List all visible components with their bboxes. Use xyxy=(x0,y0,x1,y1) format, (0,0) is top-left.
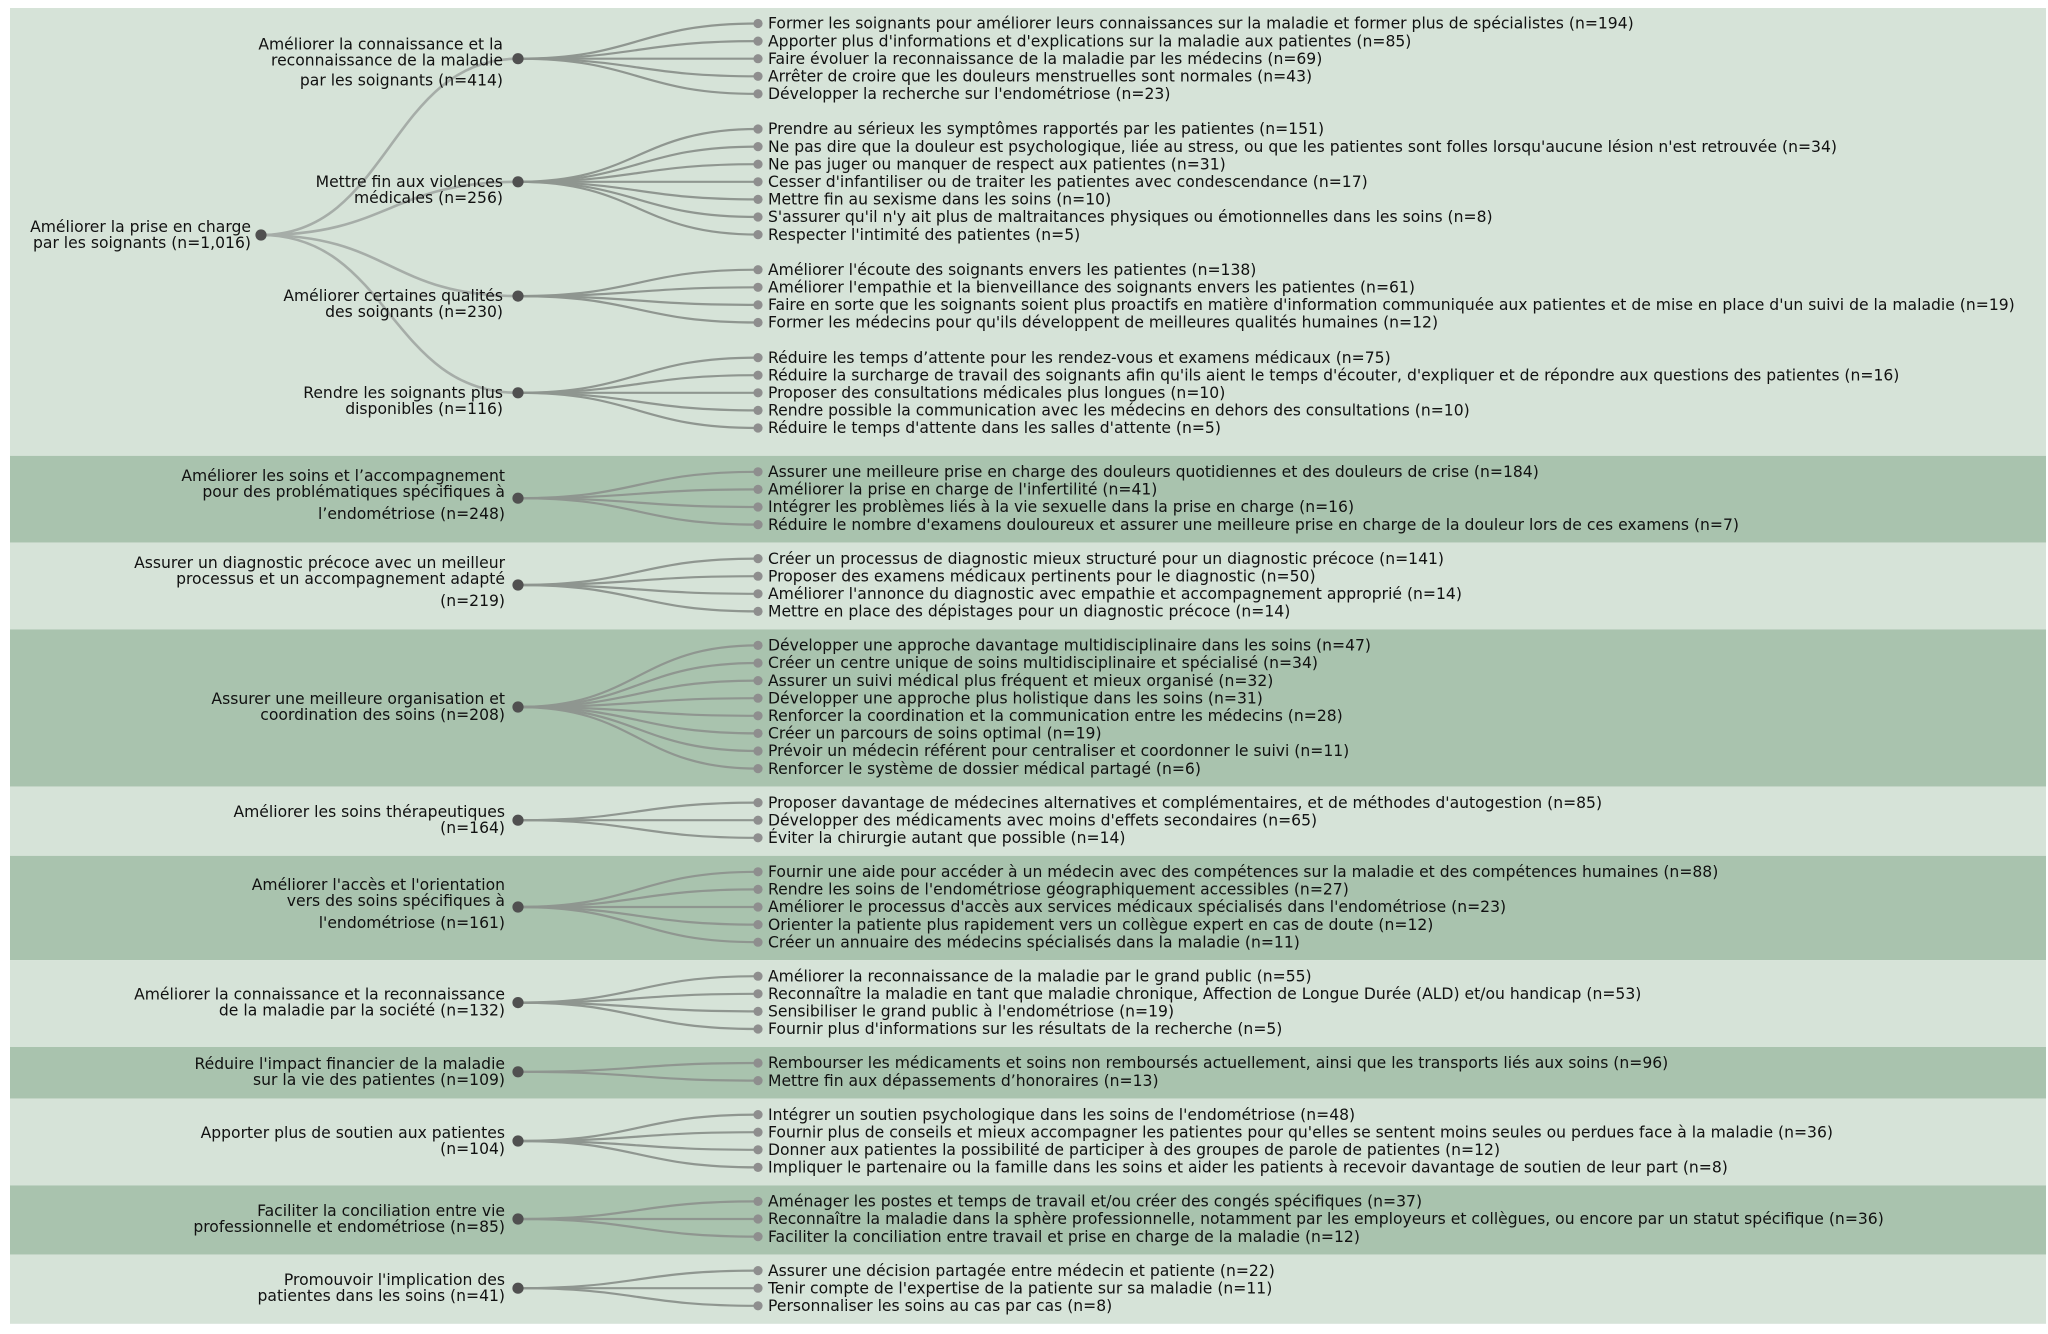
subtheme-2-item: Ne pas dire que la douleur est psychologique, liée au stress, ou que les patientes sont folles lorsqu'aucune lésion n'est retrouvée (n=34) xyxy=(768,137,1837,156)
theme-3-leaf-marker xyxy=(753,746,762,755)
theme-5-leaf-marker xyxy=(753,938,762,947)
theme-5-item: Orienter la patiente plus rapidement vers un collègue expert en cas de doute (n=12) xyxy=(768,915,1434,934)
theme-2-leaf-marker xyxy=(753,554,762,563)
theme-node xyxy=(512,493,523,504)
theme-2-label-line: Assurer un diagnostic précoce avec un meilleur xyxy=(134,554,505,572)
theme-3-item: Créer un parcours de soins optimal (n=19) xyxy=(768,724,1102,743)
subtheme-2-item: Mettre fin au sexisme dans les soins (n=10) xyxy=(768,190,1112,209)
subtheme-1-leaf-marker xyxy=(753,37,762,46)
theme-9-leaf-marker xyxy=(753,1214,762,1223)
subtheme-2-leaf-marker xyxy=(753,177,762,186)
subtheme-node xyxy=(512,387,523,398)
theme-3-leaf-marker xyxy=(753,694,762,703)
theme-3-leaf-marker xyxy=(753,711,762,720)
theme-1-leaf-marker xyxy=(753,485,762,494)
theme-node xyxy=(512,901,523,912)
theme-3-item: Renforcer le système de dossier médical partagé (n=6) xyxy=(768,759,1201,778)
theme-7-label-line: Réduire l'impact financier de la maladie xyxy=(194,1054,505,1073)
subtheme-4-leaf-marker xyxy=(753,406,762,415)
subtheme-2-item: Cesser d'infantiliser ou de traiter les patientes avec condescendance (n=17) xyxy=(768,173,1368,191)
theme-2-item: Proposer des examens médicaux pertinents pour le diagnostic (n=50) xyxy=(768,567,1316,586)
theme-4-leaf-marker xyxy=(753,816,762,825)
theme-8-leaf-marker xyxy=(753,1163,762,1172)
theme-8-item: Intégrer un soutien psychologique dans les soins de l'endométriose (n=48) xyxy=(768,1105,1356,1124)
subtheme-2-item: S'assurer qu'il n'y ait plus de maltraitances physiques ou émotionnelles dans les soins (n=8) xyxy=(768,208,1493,227)
theme-5-label-line: l'endométriose (n=161) xyxy=(318,914,505,932)
theme-5-label-line: Améliorer l'accès et l'orientation xyxy=(251,876,505,894)
theme-3-leaf-marker xyxy=(753,729,762,738)
theme-4-leaf-marker xyxy=(753,798,762,807)
subtheme-3-leaf-marker xyxy=(753,318,762,327)
theme-9-leaf-marker xyxy=(753,1232,762,1241)
theme-8-leaf-marker xyxy=(753,1128,762,1137)
subtheme-3-label-line: Améliorer certaines qualités xyxy=(283,287,503,306)
subtheme-4-item: Réduire le temps d'attente dans les salles d'attente (n=5) xyxy=(768,419,1221,438)
theme-7-leaf-marker xyxy=(753,1058,762,1067)
theme-2-label-line: processus et un accompagnement adapté xyxy=(176,570,505,588)
subtheme-4-item: Réduire la surcharge de travail des soignants afin qu'ils aient le temps d'écouter, d'expliquer et de répondre aux questions des patientes (n=16) xyxy=(768,366,1900,385)
theme-8-item: Impliquer le partenaire ou la famille dans les soins et aider les patients à recevoir davantage de soutien de leur part (n=8) xyxy=(768,1158,1728,1177)
theme-3-leaf-marker xyxy=(753,658,762,667)
theme-3-leaf-marker xyxy=(753,641,762,650)
subtheme-2-leaf-marker xyxy=(753,160,762,169)
theme-2-leaf-marker xyxy=(753,589,762,598)
subtheme-3-label-line: des soignants (n=230) xyxy=(325,303,503,322)
theme-5-item: Créer un annuaire des médecins spécialisés dans la maladie (n=11) xyxy=(768,933,1300,952)
theme-5-item: Rendre les soins de l'endométriose géographiquement accessibles (n=27) xyxy=(768,880,1349,899)
subtheme-2-leaf-marker xyxy=(753,230,762,239)
theme-6-leaf-marker xyxy=(753,1007,762,1016)
theme-node xyxy=(512,815,523,826)
theme-6-leaf-marker xyxy=(753,972,762,981)
subtheme-2-leaf-marker xyxy=(753,124,762,133)
theme-10-leaf-marker xyxy=(753,1301,762,1310)
theme-9-item: Faciliter la conciliation entre travail et prise en charge de la maladie (n=12) xyxy=(768,1227,1360,1246)
subtheme-2-item: Respecter l'intimité des patientes (n=5) xyxy=(768,225,1081,244)
theme-10-label xyxy=(257,1271,505,1305)
subtheme-2-label-line: médicales (n=256) xyxy=(353,188,503,207)
theme-9-item: Reconnaître la maladie dans la sphère professionnelle, notamment par les employeurs et collègues, ou encore par un statut spécifique (n=36) xyxy=(768,1210,1884,1229)
subtheme-1-leaf-marker xyxy=(753,19,762,28)
subtheme-4-label-line: Rendre les soignants plus xyxy=(303,383,503,402)
subtheme-3-leaf-marker xyxy=(753,283,762,292)
theme-8-leaf-marker xyxy=(753,1110,762,1119)
subtheme-2-item: Prendre au sérieux les symptômes rapportés par les patientes (n=151) xyxy=(768,120,1325,139)
theme-10-leaf-marker xyxy=(753,1284,762,1293)
subtheme-1-item: Former les soignants pour améliorer leurs connaissances sur la maladie et former plus de spécialistes (n=194) xyxy=(768,14,1634,33)
theme-1-leaf-marker xyxy=(753,467,762,476)
theme-8-label-line: Apporter plus de soutien aux patientes xyxy=(200,1124,505,1142)
subtheme-3-item: Former les médecins pour qu'ils développent de meilleures qualités humaines (n=12) xyxy=(768,313,1439,332)
theme-8-item: Fournir plus de conseils et mieux accompagner les patientes pour qu'elles se sentent moins seules ou perdues face à la maladie (n=36) xyxy=(768,1123,1833,1142)
theme-node xyxy=(512,1283,523,1294)
theme-2-leaf-marker xyxy=(753,607,762,616)
theme-8-leaf-marker xyxy=(753,1145,762,1154)
theme-5-item: Améliorer le processus d'accès aux services médicaux spécialisés dans l'endométriose (n=23) xyxy=(768,898,1507,917)
theme-5-leaf-marker xyxy=(753,867,762,876)
theme-2-item: Créer un processus de diagnostic mieux structuré pour un diagnostic précoce (n=141) xyxy=(768,549,1444,568)
subtheme-4-leaf-marker xyxy=(753,388,762,397)
theme-1-item: Améliorer la prise en charge de l'infertilité (n=41) xyxy=(768,480,1158,499)
subtheme-4-item: Proposer des consultations médicales plus longues (n=10) xyxy=(768,384,1226,402)
theme-3-label-line: coordination des soins (n=208) xyxy=(260,706,505,724)
theme-2-leaf-marker xyxy=(753,572,762,581)
theme-9-item: Aménager les postes et temps de travail et/ou créer des congés spécifiques (n=37) xyxy=(768,1192,1423,1211)
theme-1-label-line: l’endométriose (n=248) xyxy=(318,505,505,524)
root-label-line: par les soignants (n=1,016) xyxy=(32,234,251,252)
subtheme-1-label-line: Améliorer la connaissance et la xyxy=(258,35,503,54)
theme-10-leaf-marker xyxy=(753,1266,762,1275)
theme-4-leaf-marker xyxy=(753,833,762,842)
theme-6-leaf-marker xyxy=(753,989,762,998)
theme-5-leaf-marker xyxy=(753,885,762,894)
subtheme-node xyxy=(512,176,523,187)
theme-10-item: Assurer une décision partagée entre médecin et patiente (n=22) xyxy=(768,1261,1275,1280)
subtheme-1-leaf-marker xyxy=(753,54,762,63)
theme-3-label-line: Assurer une meilleure organisation et xyxy=(211,690,505,708)
theme-6-label-line: de la maladie par la société (n=132) xyxy=(218,1001,505,1020)
subtheme-node xyxy=(512,291,523,302)
theme-3-item: Créer un centre unique de soins multidisciplinaire et spécialisé (n=34) xyxy=(768,654,1318,673)
root-node xyxy=(255,229,266,240)
theme-3-item: Développer une approche davantage multidisciplinaire dans les soins (n=47) xyxy=(768,636,1371,655)
subtheme-2-leaf-marker xyxy=(753,142,762,151)
theme-4-item: Éviter la chirurgie autant que possible (n=14) xyxy=(768,829,1126,847)
subtheme-4-label-line: disponibles (n=116) xyxy=(345,399,503,418)
theme-8-label-line: (n=104) xyxy=(440,1140,505,1158)
root-label-line: Améliorer la prise en charge xyxy=(30,218,251,236)
theme-4-item: Proposer davantage de médecines alternatives et complémentaires, et de méthodes d'autogestion (n=85) xyxy=(768,793,1603,812)
theme-7-leaf-marker xyxy=(753,1076,762,1085)
theme-10-item: Tenir compte de l'expertise de la patiente sur sa maladie (n=11) xyxy=(768,1279,1273,1298)
theme-2-item: Mettre en place des dépistages pour un diagnostic précoce (n=14) xyxy=(768,602,1291,621)
theme-7-label-line: sur la vie des patientes (n=109) xyxy=(253,1070,505,1089)
theme-node xyxy=(512,997,523,1008)
theme-1-item: Réduire le nombre d'examens douloureux et assurer une meilleure prise en charge de la douleur lors de ces examens (n=7) xyxy=(768,515,1739,534)
subtheme-4-leaf-marker xyxy=(753,371,762,380)
theme-1-item: Intégrer les problèmes liés à la vie sexuelle dans la prise en charge (n=16) xyxy=(768,498,1355,517)
subtheme-3-item: Améliorer l'écoute des soignants envers les patientes (n=138) xyxy=(768,260,1257,279)
theme-7-item: Rembourser les médicaments et soins non remboursés actuellement, ainsi que les transports liés aux soins (n=96) xyxy=(768,1054,1669,1073)
subtheme-3-leaf-marker xyxy=(753,300,762,309)
theme-5-leaf-marker xyxy=(753,902,762,911)
theme-9-label-line: Faciliter la conciliation entre vie xyxy=(257,1202,505,1220)
theme-6-item: Sensibiliser le grand public à l'endométriose (n=19) xyxy=(768,1002,1175,1021)
subtheme-1-item: Apporter plus d'informations et d'explications sur la maladie aux patientes (n=85) xyxy=(768,32,1412,51)
theme-node xyxy=(512,1213,523,1224)
theme-1-label-line: Améliorer les soins et l’accompagnement xyxy=(181,467,505,486)
theme-3-item: Prévoir un médecin référent pour centraliser et coordonner le suivi (n=11) xyxy=(768,742,1350,761)
theme-1-leaf-marker xyxy=(753,520,762,529)
theme-3-item: Renforcer la coordination et la communication entre les médecins (n=28) xyxy=(768,707,1343,725)
subtheme-4-leaf-marker xyxy=(753,423,762,432)
theme-5-label-line: vers des soins spécifiques à xyxy=(286,892,505,910)
theme-4-item: Développer des médicaments avec moins d'effets secondaires (n=65) xyxy=(768,811,1318,830)
subtheme-1-item: Arrêter de croire que les douleurs menstruelles sont normales (n=43) xyxy=(768,67,1313,86)
theme-5-leaf-marker xyxy=(753,920,762,929)
theme-node xyxy=(512,1135,523,1146)
theme-3-item: Développer une approche plus holistique dans les soins (n=31) xyxy=(768,689,1263,708)
subtheme-1-label-line: reconnaissance de la maladie xyxy=(271,51,503,70)
theme-6-item: Fournir plus d'informations sur les résultats de la recherche (n=5) xyxy=(768,1020,1283,1039)
theme-node xyxy=(512,579,523,590)
subtheme-1-item: Faire évoluer la reconnaissance de la maladie par les médecins (n=69) xyxy=(768,49,1323,68)
theme-1-leaf-marker xyxy=(753,502,762,511)
subtheme-4-item: Réduire les temps d’attente pour les rendez-vous et examens médicaux (n=75) xyxy=(768,348,1391,367)
theme-6-label-line: Améliorer la connaissance et la reconnaissance xyxy=(134,985,505,1004)
theme-1-item: Assurer une meilleure prise en charge des douleurs quotidiennes et des douleurs de crise (n=184) xyxy=(768,463,1539,481)
subtheme-2-leaf-marker xyxy=(753,212,762,221)
theme-2-item: Améliorer l'annonce du diagnostic avec empathie et accompagnement approprié (n=14) xyxy=(768,585,1462,603)
subtheme-1-leaf-marker xyxy=(753,72,762,81)
theme-3-item: Assurer un suivi médical plus fréquent et mieux organisé (n=32) xyxy=(768,671,1274,690)
subtheme-1-leaf-marker xyxy=(753,89,762,98)
subtheme-3-item: Améliorer l'empathie et la bienveillance des soignants envers les patientes (n=61) xyxy=(768,278,1415,297)
subtheme-node xyxy=(512,53,523,64)
subtheme-1-item: Développer la recherche sur l'endométriose (n=23) xyxy=(768,85,1171,104)
theme-7-item: Mettre fin aux dépassements d’honoraires (n=13) xyxy=(768,1071,1159,1090)
theme-10-label-line: Promouvoir l'implication des xyxy=(283,1271,505,1290)
theme-3-leaf-marker xyxy=(753,676,762,685)
theme-4-label-line: Améliorer les soins thérapeutiques xyxy=(233,803,505,822)
theme-6-leaf-marker xyxy=(753,1024,762,1033)
subtheme-2-item: Ne pas juger ou manquer de respect aux patientes (n=31) xyxy=(768,155,1226,174)
subtheme-4-leaf-marker xyxy=(753,353,762,362)
theme-4-label-line: (n=164) xyxy=(440,819,505,838)
theme-2-label-line: (n=219) xyxy=(440,592,505,610)
theme-node xyxy=(512,1066,523,1077)
subtheme-2-label-line: Mettre fin aux violences xyxy=(315,172,503,191)
theme-10-label-line: patientes dans les soins (n=41) xyxy=(257,1287,505,1306)
theme-8-item: Donner aux patientes la possibilité de participer à des groupes de parole de patientes (n=12) xyxy=(768,1141,1501,1159)
theme-9-label-line: professionnelle et endométriose (n=85) xyxy=(193,1218,505,1236)
theme-6-item: Reconnaître la maladie en tant que maladie chronique, Affection de Longue Durée (ALD) et/ou handicap (n=53) xyxy=(768,985,1642,1003)
theme-5-item: Fournir une aide pour accéder à un médecin avec des compétences sur la maladie et des compétences humaines (n=88) xyxy=(768,863,1719,881)
theme-9-leaf-marker xyxy=(753,1197,762,1206)
root-label xyxy=(30,218,251,252)
theme-10-item: Personnaliser les soins au cas par cas (n=8) xyxy=(768,1297,1113,1315)
subtheme-4-item: Rendre possible la communication avec les médecins en dehors des consultations (n=10) xyxy=(768,401,1470,420)
subtheme-3-item: Faire en sorte que les soignants soient plus proactifs en matière d'information communiquée aux patientes et de mise en place d'un suivi de la maladie (n=19) xyxy=(768,296,2015,315)
theme-6-item: Améliorer la reconnaissance de la maladie par le grand public (n=55) xyxy=(768,967,1312,986)
theme-3-leaf-marker xyxy=(753,764,762,773)
subtheme-2-leaf-marker xyxy=(753,195,762,204)
subtheme-3-leaf-marker xyxy=(753,265,762,274)
subtheme-1-label-line: par les soignants (n=414) xyxy=(299,71,503,90)
theme-1-label-line: pour des problématiques spécifiques à xyxy=(202,483,505,502)
theme-node xyxy=(512,701,523,712)
